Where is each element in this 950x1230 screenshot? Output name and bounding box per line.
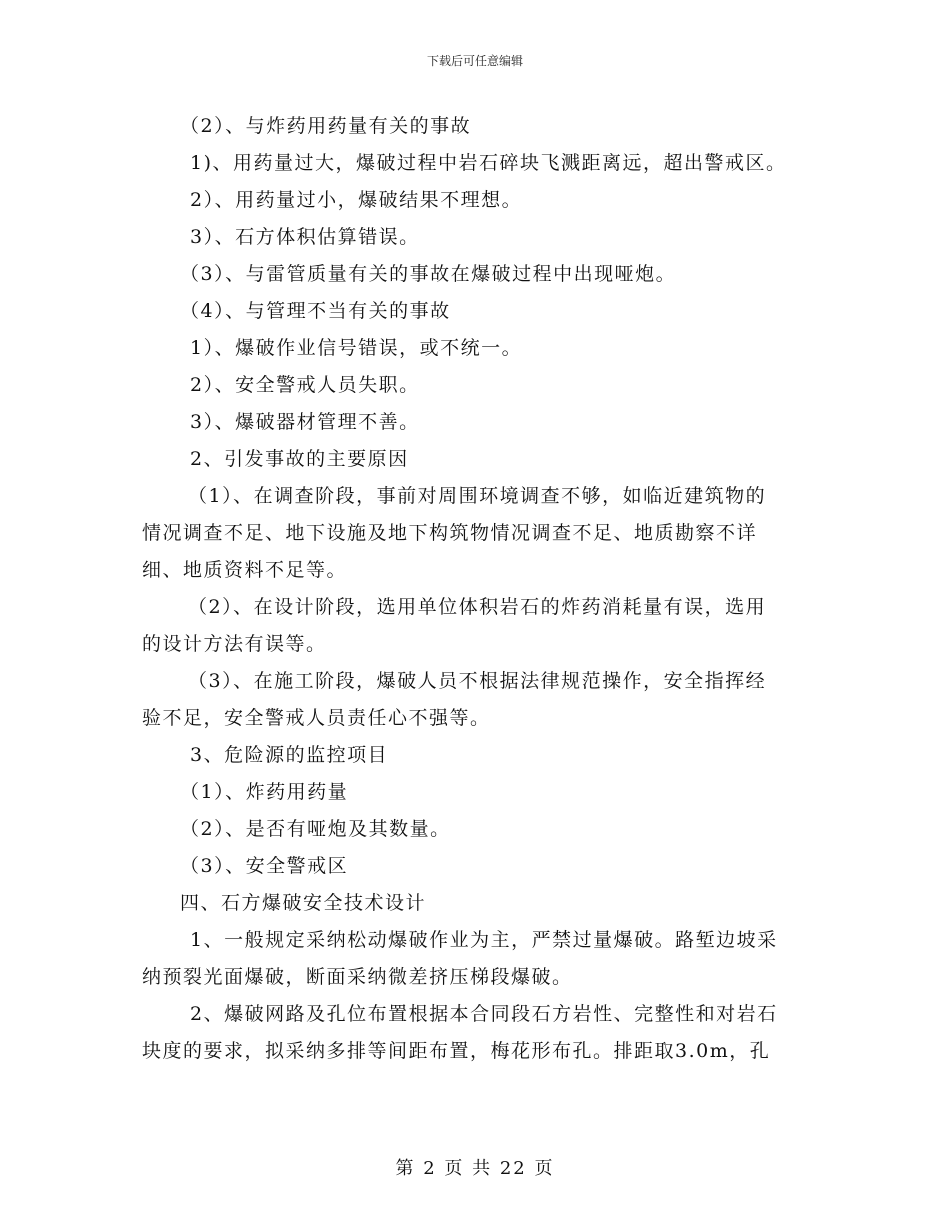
- text-line: 四、石方爆破安全技术设计: [180, 892, 427, 914]
- text-line: 3）、石方体积估算错误。: [190, 226, 420, 248]
- text-line: 的设计方法有误等。: [142, 633, 327, 655]
- text-line: （3）、安全警戒区: [180, 855, 349, 877]
- text-line: （2）、是否有哑炮及其数量。: [180, 818, 451, 840]
- text-line: （1）、炸药用药量: [180, 781, 349, 803]
- text-line: （3）、与雷管质量有关的事故在爆破过程中出现哑炮。: [180, 263, 677, 285]
- text-line: 3）、爆破器材管理不善。: [190, 411, 420, 433]
- page-header: 下载后可任意编辑: [426, 54, 523, 68]
- document-body: [142, 108, 810, 1070]
- text-line: 1)、用药量过大，爆破过程中岩石碎块飞溅距离远，超出警戒区。: [190, 152, 787, 174]
- text-line: 1）、爆破作业信号错误，或不统一。: [190, 337, 523, 359]
- text-line: （2）、在设计阶段，选用单位体积岩石的炸药消耗量有误，选用: [188, 596, 767, 618]
- text-line: 2、爆破网路及孔位布置根据本合同段石方岩性、完整性和对岩石: [190, 1003, 778, 1025]
- text-line: 验不足，安全警戒人员责任心不强等。: [142, 707, 491, 729]
- text-line: 情况调查不足、地下设施及地下构筑物情况调查不足、地质勘察不详: [142, 522, 758, 544]
- text-line: 1、一般规定采纳松动爆破作业为主，严禁过量爆破。路堑边坡采: [190, 929, 778, 951]
- text-line: 3、危险源的监控项目: [190, 744, 389, 766]
- text-line: 2）、安全警戒人员失职。: [190, 374, 420, 396]
- text-line: （3）、在施工阶段，爆破人员不根据法律规范操作，安全指挥经: [188, 670, 767, 692]
- text-line: 块度的要求，拟采纳多排等间距布置，梅花形布孔。排距取3.0m，孔: [142, 1040, 771, 1062]
- text-line: 纳预裂光面爆破，断面采纳微差挤压梯段爆破。: [142, 966, 573, 988]
- text-line: （1）、在调查阶段，事前对周围环境调查不够，如临近建筑物的: [188, 485, 767, 507]
- text-line: （4）、与管理不当有关的事故: [180, 300, 451, 322]
- text-line: 2）、用药量过小，爆破结果不理想。: [190, 189, 523, 211]
- text-line: （2）、与炸药用药量有关的事故: [180, 115, 472, 137]
- text-line: 2、引发事故的主要原因: [190, 448, 409, 470]
- page-number-footer: 第 2 页 共 22 页: [395, 1158, 555, 1179]
- text-line: 细、地质资料不足等。: [142, 559, 348, 581]
